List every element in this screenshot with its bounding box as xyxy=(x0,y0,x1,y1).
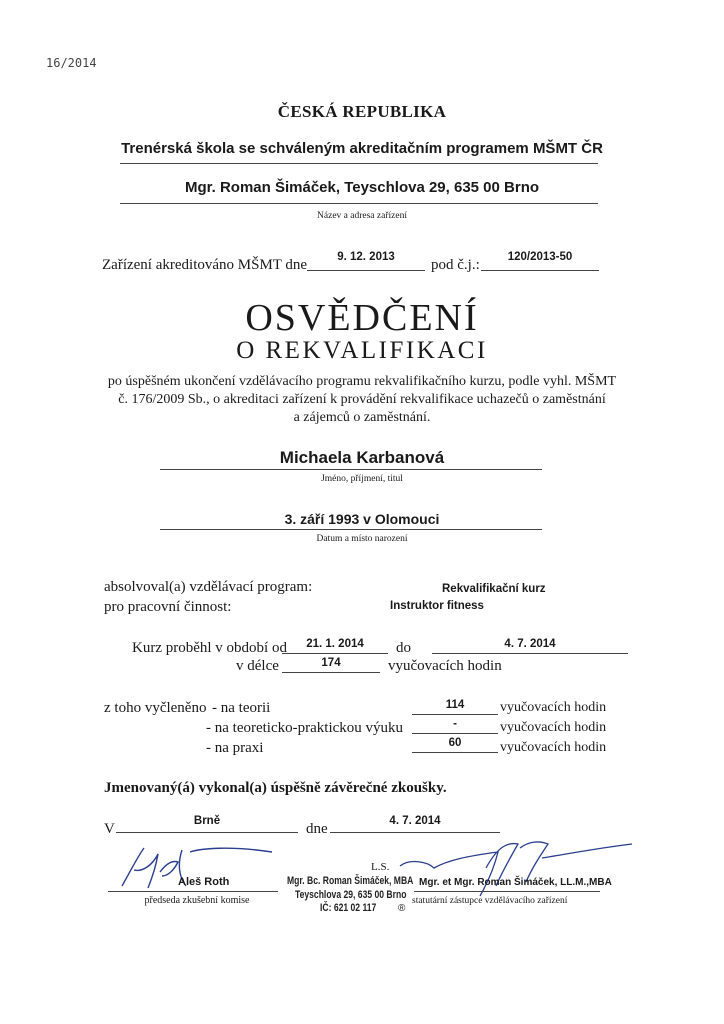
director-caption: statutární zástupce vzdělávacího zařízení xyxy=(412,896,568,906)
date-label: dne xyxy=(306,821,328,837)
practical-theory-label: - na teoreticko-praktickou výuku xyxy=(206,720,404,736)
stamp-line-1: Mgr. Bc. Roman Šimáček, MBA xyxy=(287,875,414,887)
program-label: absolvoval(a) vzdělávací program: xyxy=(104,579,313,595)
director-name: Mgr. et Mgr. Roman Šimáček, LL.M.,MBA xyxy=(419,877,612,888)
exam-result: Jmenovaný(á) vykonal(a) úspěšně závěrečné zkoušky. xyxy=(104,780,447,796)
practice-hours-label: vyučovacích hodin xyxy=(500,740,607,755)
birth-date-place: 3. září 1993 v Olomouci xyxy=(284,511,440,527)
practical-theory-hours: - xyxy=(453,718,457,730)
director-line xyxy=(414,891,600,892)
reference-number: 120/2013-50 xyxy=(507,251,573,263)
registered-mark-icon: ® xyxy=(398,903,406,914)
period-label: Kurz proběhl v období od xyxy=(132,640,287,656)
period-from: 21. 1. 2014 xyxy=(306,638,364,650)
program-value: Rekvalifikační kurz xyxy=(442,583,546,595)
examiner-line xyxy=(108,891,278,892)
period-to: 4. 7. 2014 xyxy=(504,638,556,650)
theory-hours-label: vyučovacích hodin xyxy=(500,700,607,715)
period-to-label: do xyxy=(396,640,411,656)
intro-line-1: po úspěšném ukončení vzdělávacího programu rekvalifikačního kurzu, podle vyhl. MŠMT xyxy=(107,374,617,389)
theory-line xyxy=(412,714,498,715)
course-length: 174 xyxy=(321,657,341,669)
country-heading: ČESKÁ REPUBLIKA xyxy=(277,102,447,121)
practice-label: - na praxi xyxy=(206,740,264,756)
school-underline xyxy=(120,163,598,164)
institution-address: Mgr. Roman Šimáček, Teyschlova 29, 635 00 Brno xyxy=(184,179,540,196)
length-label: v délce xyxy=(236,658,279,674)
intro-line-2: č. 176/2009 Sb., o akreditaci zařízení k provádění rekvalifikace uchazečů o zaměstnání xyxy=(118,392,606,407)
school-name: Trenérská škola se schváleným akreditačním programem MŠMT ČR xyxy=(121,140,603,157)
period-to-line xyxy=(432,653,628,654)
course-length-line xyxy=(282,672,380,673)
activity-value: Instruktor fitness xyxy=(390,600,484,612)
accreditation-date: 9. 12. 2013 xyxy=(337,251,395,263)
reference-line xyxy=(481,270,599,271)
reference-label: pod č.j.: xyxy=(431,257,480,273)
address-caption: Název a adresa zařízení xyxy=(317,211,407,221)
theory-hours: 114 xyxy=(445,699,465,711)
holder-name-line xyxy=(160,469,542,470)
accreditation-label: Zařízení akreditováno MŠMT dne xyxy=(102,257,308,273)
activity-label: pro pracovní činnost: xyxy=(104,599,232,615)
intro-line-3: a zájemců o zaměstnání. xyxy=(293,410,431,425)
practice-line xyxy=(412,752,498,753)
examiner-caption: předseda zkušební komise xyxy=(144,895,250,906)
holder-name-caption: Jméno, příjmení, titul xyxy=(321,474,403,484)
holder-name: Michaela Karbanová xyxy=(279,448,445,467)
issue-date: 4. 7. 2014 xyxy=(389,815,441,827)
accreditation-date-line xyxy=(307,270,425,271)
birth-line xyxy=(160,529,542,530)
certificate-subtitle: O REKVALIFIKACI xyxy=(236,337,488,364)
breakdown-label: z toho vyčleněno xyxy=(104,700,207,716)
examiner-name: Aleš Roth xyxy=(178,876,230,888)
address-underline xyxy=(120,203,598,204)
theory-label: - na teorii xyxy=(212,700,271,716)
place-label: V xyxy=(104,821,115,837)
practical-theory-hours-label: vyučovacích hodin xyxy=(500,720,607,735)
period-from-line xyxy=(282,653,388,654)
document-number: 16/2014 xyxy=(46,56,97,70)
practice-hours: 60 xyxy=(448,737,462,749)
stamp-line-2: Teyschlova 29, 635 00 Brno xyxy=(295,889,407,901)
place-line xyxy=(116,832,298,833)
seal-ls: L.S. xyxy=(371,861,390,873)
length-hours-label: vyučovacích hodin xyxy=(388,658,502,674)
issue-date-line xyxy=(330,832,500,833)
practical-theory-line xyxy=(412,733,498,734)
place-city: Brně xyxy=(193,815,221,827)
certificate-title: OSVĚDČENÍ xyxy=(245,297,479,339)
stamp-line-3: IČ: 621 02 117 xyxy=(320,902,377,914)
birth-caption: Datum a místo narození xyxy=(316,534,408,544)
